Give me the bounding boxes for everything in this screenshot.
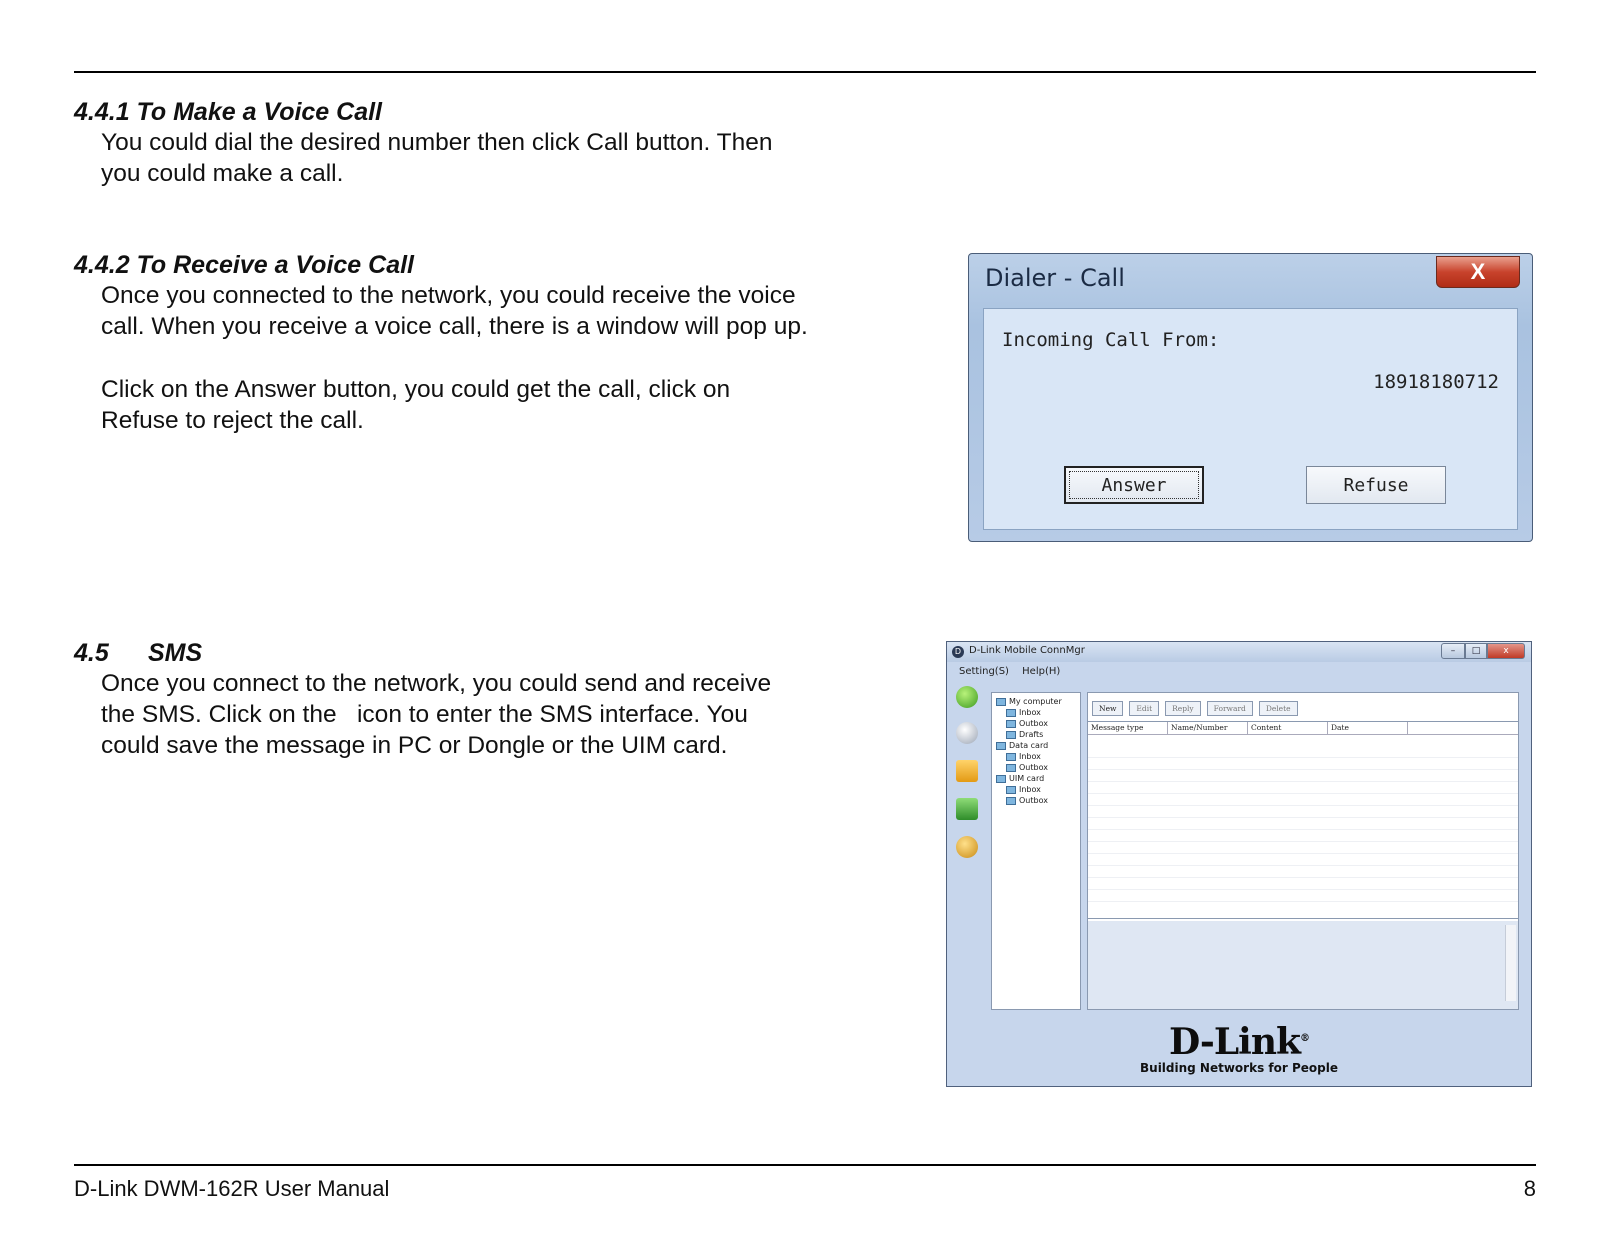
table-row: [1088, 866, 1518, 878]
table-header: [1088, 722, 1518, 735]
page-number: 8: [1523, 1176, 1536, 1201]
tree-item-outbox[interactable]: Outbox: [1006, 763, 1048, 772]
message-preview[interactable]: [1088, 921, 1518, 1009]
tree-item-inbox[interactable]: Inbox: [1006, 708, 1041, 717]
tree-item-uim-card[interactable]: UIM card: [996, 774, 1044, 783]
sms-toolbar: [1092, 701, 1298, 716]
brand-name: D-Link®: [1169, 1021, 1309, 1063]
preview-scrollbar[interactable]: [1505, 925, 1516, 1001]
answer-refuse-text: Click on the Answer button, you could get the call, click on Refuse to reject the call.: [101, 376, 731, 434]
speaker-icon[interactable]: [956, 722, 978, 744]
column-header[interactable]: Message type: [1088, 722, 1168, 734]
tree-item-outbox[interactable]: Outbox: [1006, 719, 1048, 728]
table-row: [1088, 890, 1518, 902]
reply-button[interactable]: Reply: [1165, 701, 1201, 716]
menu-setting[interactable]: Setting(S): [959, 666, 1009, 677]
tree-item-outbox[interactable]: Outbox: [1006, 796, 1048, 805]
connmgr-title: D-Link Mobile ConnMgr: [969, 645, 1085, 656]
table-row: [1088, 818, 1518, 830]
table-row: [1088, 878, 1518, 890]
connmgr-titlebar: [947, 642, 1531, 662]
brand-tagline: Building Networks for People: [1140, 1061, 1338, 1075]
dlink-logo: [947, 1020, 1531, 1075]
connmgr-window: [946, 641, 1532, 1087]
table-row: [1088, 842, 1518, 854]
menu-bar: [959, 666, 1070, 677]
forward-button[interactable]: Forward: [1207, 701, 1253, 716]
minimize-icon[interactable]: –: [1441, 643, 1465, 659]
table-row: [1088, 770, 1518, 782]
column-header[interactable]: Date: [1328, 722, 1408, 734]
message-table: [1088, 721, 1518, 919]
table-row: [1088, 830, 1518, 842]
incoming-call-label: Incoming Call From:: [1002, 329, 1220, 351]
table-row: [1088, 758, 1518, 770]
dialer-call-window: [968, 253, 1533, 542]
heading-sms: 4.5 SMS: [74, 639, 203, 667]
receive-call-text: Once you connected to the network, you could receive the voice call. When you receive a voice call, there is a window will pop up.: [101, 282, 808, 340]
tree-item-inbox[interactable]: Inbox: [1006, 785, 1041, 794]
dialer-window-title: Dialer - Call: [985, 264, 1125, 292]
tree-item-inbox[interactable]: Inbox: [1006, 752, 1041, 761]
bottom-rule: [74, 1164, 1536, 1166]
folder-tree: [991, 692, 1081, 1010]
table-row: [1088, 806, 1518, 818]
connect-icon[interactable]: [956, 686, 978, 708]
phonebook-icon[interactable]: [956, 798, 978, 820]
menu-help[interactable]: Help(H): [1022, 666, 1061, 677]
dialer-content: [983, 308, 1518, 530]
app-logo-icon: D: [952, 646, 964, 658]
sms-text: Once you connect to the network, you could send and receive the SMS. Click on the icon to enter the SMS interface. You could save the message in PC or Dongle or the UIM card.: [101, 670, 772, 759]
answer-button[interactable]: Answer: [1064, 466, 1204, 504]
column-header[interactable]: Name/Number: [1168, 722, 1248, 734]
sms-envelope-icon[interactable]: [956, 760, 978, 782]
caller-number: 18918180712: [1373, 371, 1499, 393]
footer-manual-title: D-Link DWM-162R User Manual: [74, 1176, 390, 1201]
table-row: [1088, 794, 1518, 806]
column-header[interactable]: Content: [1248, 722, 1328, 734]
table-row: [1088, 854, 1518, 866]
table-row: [1088, 746, 1518, 758]
tree-item-data-card[interactable]: Data card: [996, 741, 1048, 750]
close-icon[interactable]: X: [1436, 256, 1520, 288]
sidebar: [953, 686, 983, 1026]
top-rule: [74, 71, 1536, 73]
new-button[interactable]: New: [1092, 701, 1123, 716]
heading-receive-call: 4.4.2 To Receive a Voice Call: [74, 251, 414, 279]
make-call-text: You could dial the desired number then click Call button. Then you could make a call.: [101, 129, 773, 187]
window-controls: [1441, 643, 1525, 659]
tree-item-my-computer[interactable]: My computer: [996, 697, 1062, 706]
edit-button[interactable]: Edit: [1129, 701, 1159, 716]
message-panel: [1087, 692, 1519, 1010]
close-icon[interactable]: x: [1487, 643, 1525, 659]
refuse-button[interactable]: Refuse: [1306, 466, 1446, 504]
heading-make-call: 4.4.1 To Make a Voice Call: [74, 98, 383, 126]
tree-item-drafts[interactable]: Drafts: [1006, 730, 1043, 739]
table-row: [1088, 782, 1518, 794]
maximize-icon[interactable]: □: [1465, 643, 1487, 659]
delete-button[interactable]: Delete: [1259, 701, 1298, 716]
settings-icon[interactable]: [956, 836, 978, 858]
